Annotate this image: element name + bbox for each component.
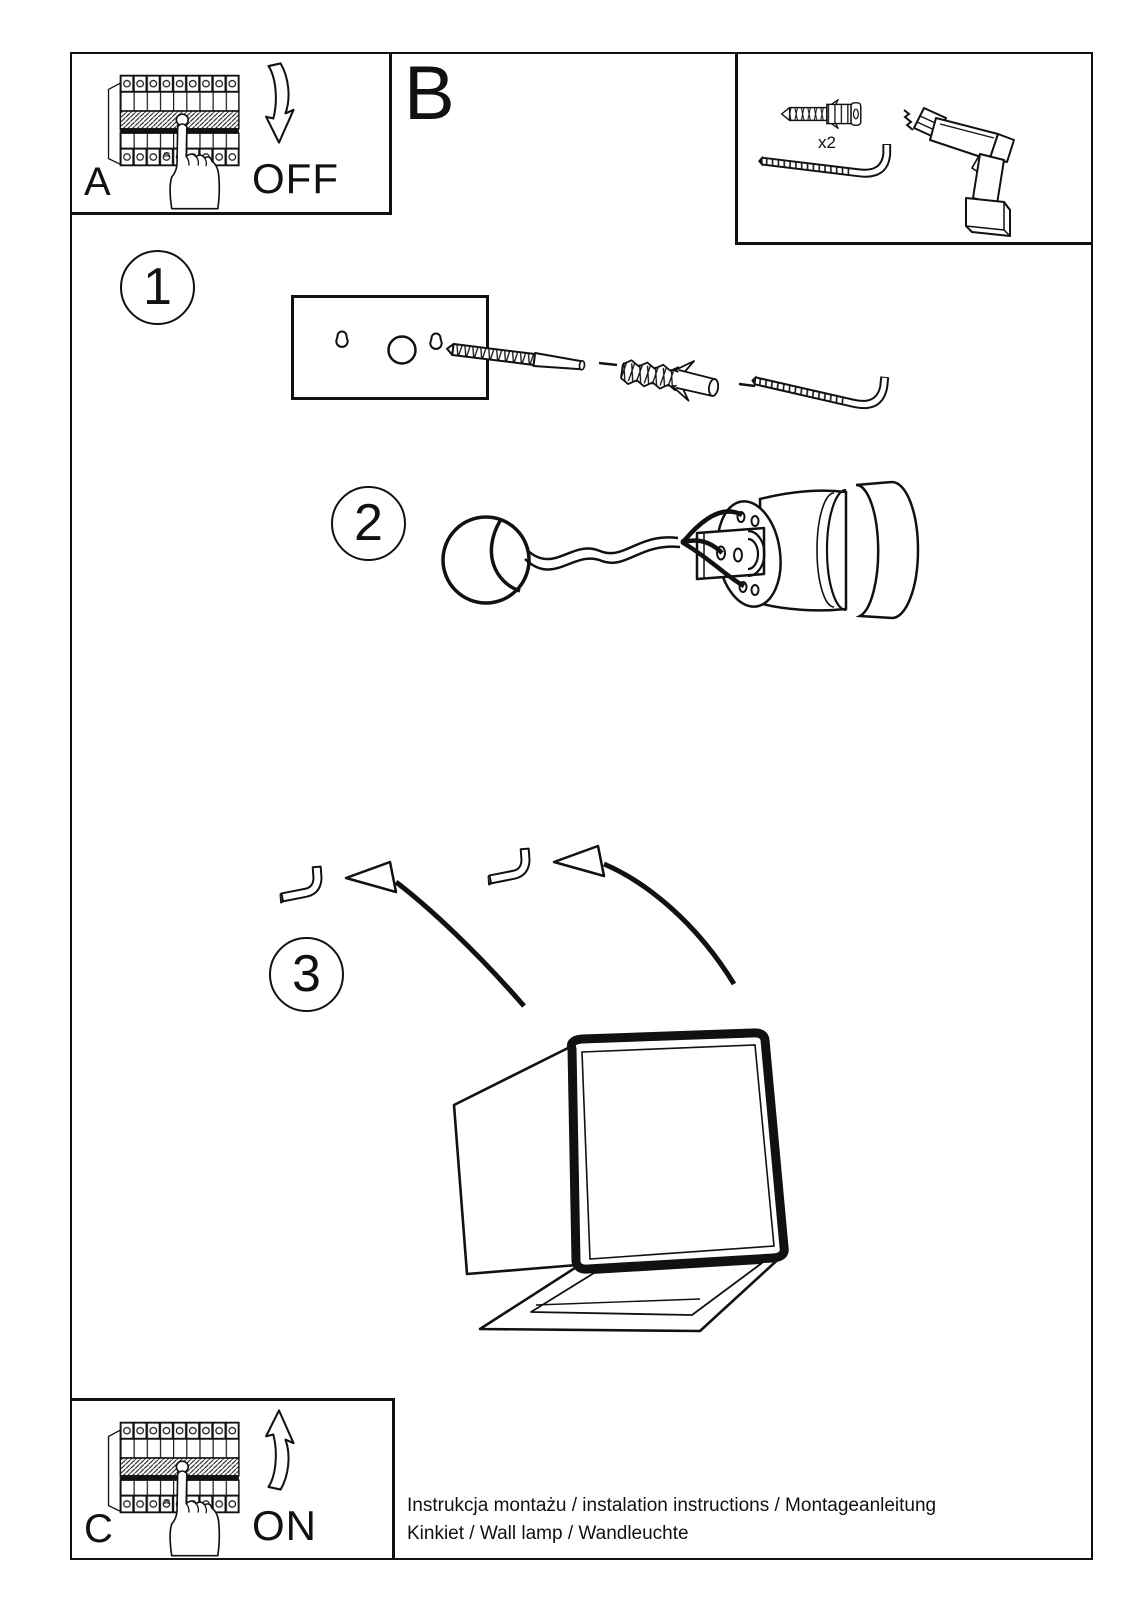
step-3-digit: 3 [292, 945, 321, 1003]
terminal-block [697, 528, 764, 579]
wire-and-socket-illustration [442, 457, 942, 627]
drill-bit-icon [446, 342, 585, 372]
arrow-down-icon [258, 60, 300, 146]
dash-line [599, 363, 617, 365]
panel-c-label: C [84, 1507, 113, 1551]
arrow-up-icon [258, 1407, 300, 1493]
curved-arrow [604, 864, 734, 984]
step-1-digit: 1 [143, 258, 172, 316]
arrowhead [346, 862, 396, 892]
panel-b-tools [735, 54, 1091, 245]
step-2-number [331, 486, 406, 561]
cube-lampshade-illustration [432, 1019, 802, 1344]
power-off-label: OFF [252, 155, 339, 202]
panel-a-power-off [72, 54, 392, 215]
hook-screw-icon [750, 363, 888, 410]
power-on-label: ON [252, 1502, 317, 1549]
panel-c-power-on [72, 1398, 395, 1558]
step-2-digit: 2 [354, 494, 383, 552]
dash-line [739, 384, 755, 386]
panel-a-label: A [84, 160, 111, 204]
cube-front-face [571, 1033, 784, 1269]
caption-line-1: Instrukcja montażu / instalation instructions / Montageanleitung [407, 1495, 937, 1516]
circuit-breaker-panel-icon [98, 64, 256, 210]
wall-plug-anchor-icon [619, 351, 721, 404]
caption-line-2: Kinkiet / Wall lamp / Wandleuchte [407, 1523, 689, 1544]
cube-left-face [454, 1047, 577, 1274]
step-3-number [269, 937, 344, 1012]
cordless-drill-icon [900, 94, 1028, 234]
hook-screw-icon [758, 144, 896, 185]
step-1-number [120, 250, 195, 325]
section-b-label: B [404, 51, 455, 136]
hook-screw-icon [278, 867, 323, 903]
footer-captions [407, 1492, 1087, 1548]
page-frame [70, 52, 1093, 1560]
arrowhead [554, 846, 604, 876]
curved-arrow [396, 882, 524, 1006]
wall-plug-anchor-icon [780, 98, 864, 130]
circuit-breaker-panel-icon [98, 1411, 256, 1557]
anchor-quantity-label: x2 [818, 133, 836, 152]
hook-screw-icon [486, 849, 531, 885]
step-1-hardware [447, 337, 897, 422]
socket-back-flange [856, 482, 918, 618]
step-3-hooks-and-arrows [272, 834, 752, 1024]
